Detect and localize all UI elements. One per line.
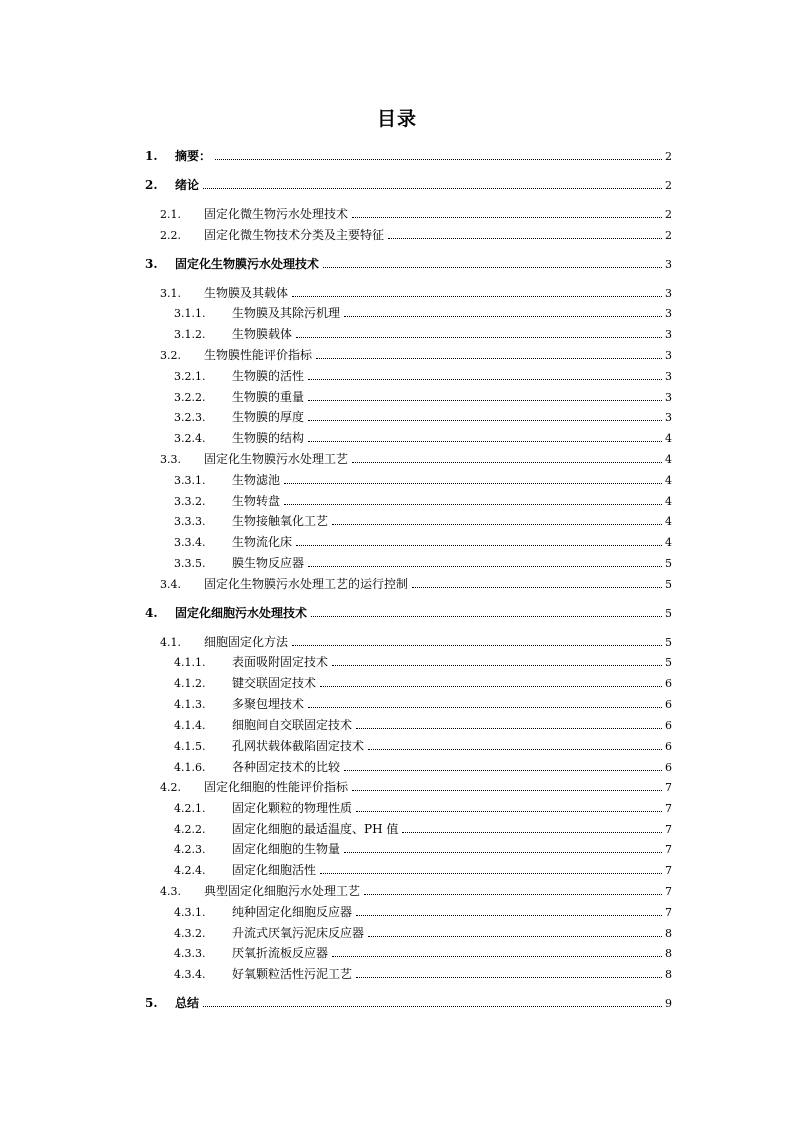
toc-entry-number: 3.3.5.	[174, 557, 206, 570]
toc-entry[interactable]	[174, 905, 672, 920]
dot-leader	[344, 769, 662, 771]
toc-entry-title: 生物膜的活性	[232, 369, 305, 383]
toc-entry-number: 3.2.3.	[174, 411, 206, 424]
toc-entry[interactable]	[174, 926, 672, 941]
toc-entry-title: 固定化细胞污水处理技术	[175, 606, 308, 620]
toc-entry-page-number: 5	[665, 557, 672, 570]
dot-leader	[332, 523, 662, 525]
toc-entry-title: 升流式厌氧污泥床反应器	[232, 926, 365, 940]
toc-entry[interactable]	[174, 390, 672, 405]
toc-entry-page-number: 7	[665, 823, 672, 836]
toc-entry-number: 4.3.1.	[174, 906, 206, 919]
toc-entry-page-number: 8	[665, 927, 672, 940]
toc-entry-number: 4.1.4.	[174, 719, 206, 732]
toc-entry-title: 生物膜的结构	[232, 431, 305, 445]
toc-entry-page-number: 5	[665, 607, 672, 620]
toc-entry-title: 细胞固定化方法	[204, 635, 289, 649]
dot-leader	[308, 565, 662, 567]
toc-entry[interactable]	[174, 431, 672, 446]
toc-entry-page-number: 4	[665, 515, 672, 528]
toc-entry-title: 键交联固定技术	[232, 676, 317, 690]
toc-entry-number: 2.	[145, 178, 158, 192]
dot-leader	[364, 893, 662, 895]
toc-entry-page-number: 2	[665, 208, 672, 221]
toc-entry-number: 3.2.1.	[174, 370, 206, 383]
dot-leader	[356, 914, 662, 916]
toc-entry-title: 生物转盘	[232, 494, 281, 508]
toc-entry[interactable]	[174, 863, 672, 878]
dot-leader	[203, 1005, 662, 1007]
toc-entry-title: 固定化生物膜污水处理技术	[175, 257, 320, 271]
toc-entry[interactable]	[145, 606, 672, 621]
toc-entry-page-number: 7	[665, 843, 672, 856]
dot-leader	[316, 357, 662, 359]
toc-entry-page-number: 5	[665, 578, 672, 591]
toc-entry-title: 生物膜性能评价指标	[204, 348, 313, 362]
toc-entry-title: 厌氧折流板反应器	[232, 946, 329, 960]
toc-entry-page-number: 7	[665, 864, 672, 877]
dot-leader	[402, 831, 662, 833]
toc-entry-page-number: 3	[665, 287, 672, 300]
toc-entry-number: 3.3.2.	[174, 495, 206, 508]
dot-leader	[388, 237, 662, 239]
toc-entry-page-number: 4	[665, 536, 672, 549]
dot-leader	[203, 187, 662, 189]
toc-entry-title: 生物膜及其载体	[204, 286, 289, 300]
toc-entry-page-number: 4	[665, 432, 672, 445]
dot-leader	[215, 158, 662, 160]
dot-leader	[308, 399, 662, 401]
toc-entry[interactable]	[174, 801, 672, 816]
toc-entry-page-number: 3	[665, 349, 672, 362]
toc-entry-number: 4.3.2.	[174, 927, 206, 940]
toc-entry-number: 5.	[145, 996, 158, 1010]
toc-entry[interactable]	[145, 996, 672, 1011]
toc-entry-page-number: 3	[665, 258, 672, 271]
dot-leader	[332, 955, 662, 957]
toc-entry[interactable]	[174, 718, 672, 733]
toc-entry-number: 4.2.3.	[174, 843, 206, 856]
toc-entry[interactable]	[174, 676, 672, 691]
toc-entry-page-number: 6	[665, 761, 672, 774]
dot-leader	[356, 976, 662, 978]
toc-entry[interactable]	[174, 760, 672, 775]
dot-leader	[308, 706, 662, 708]
toc-entry-number: 4.2.1.	[174, 802, 206, 815]
dot-leader	[352, 789, 662, 791]
toc-entry[interactable]	[145, 178, 672, 193]
toc-entry-page-number: 5	[665, 636, 672, 649]
toc-entry-number: 4.2.2.	[174, 823, 206, 836]
toc-entry-number: 3.3.3.	[174, 515, 206, 528]
toc-entry[interactable]	[174, 306, 672, 321]
toc-entry[interactable]	[174, 514, 672, 529]
toc-entry-page-number: 2	[665, 179, 672, 192]
toc-entry[interactable]	[174, 967, 672, 982]
toc-entry-title: 固定化细胞的最适温度、PH 值	[232, 822, 399, 836]
toc-entry-number: 4.	[145, 606, 158, 620]
toc-entry-page-number: 6	[665, 677, 672, 690]
toc-entry-page-number: 7	[665, 802, 672, 815]
dot-leader	[320, 685, 662, 687]
toc-entry[interactable]	[174, 842, 672, 857]
toc-entry[interactable]	[160, 286, 672, 301]
toc-entry-title: 生物膜的厚度	[232, 410, 305, 424]
toc-entry-page-number: 4	[665, 495, 672, 508]
dot-leader	[368, 748, 662, 750]
toc-entry-number: 3.2.2.	[174, 391, 206, 404]
dot-leader	[356, 810, 662, 812]
toc-entry-title: 生物膜及其除污机理	[232, 306, 341, 320]
toc-entry-title: 细胞间自交联固定技术	[232, 718, 353, 732]
toc-entry-page-number: 7	[665, 885, 672, 898]
toc-entry-title: 纯种固定化细胞反应器	[232, 905, 353, 919]
toc-entry[interactable]	[145, 149, 672, 164]
toc-entry-number: 4.3.	[160, 885, 181, 898]
toc-entry-title: 生物膜的重量	[232, 390, 305, 404]
toc-entry-title: 生物滤池	[232, 473, 281, 487]
toc-entry[interactable]	[160, 780, 672, 795]
toc-entry-title: 孔网状载体截陷固定技术	[232, 739, 365, 753]
dot-leader	[311, 615, 662, 617]
toc-entry[interactable]	[174, 697, 672, 712]
toc-entry[interactable]	[174, 494, 672, 509]
toc-entry-title: 固定化颗粒的物理性质	[232, 801, 353, 815]
toc-entry-number: 1.	[145, 149, 158, 163]
toc-entry[interactable]	[160, 884, 672, 899]
toc-entry-title: 固定化微生物污水处理技术	[204, 207, 349, 221]
toc-entry-number: 3.2.4.	[174, 432, 206, 445]
toc-entry-page-number: 8	[665, 947, 672, 960]
toc-entry-page-number: 3	[665, 391, 672, 404]
toc-entry-page-number: 8	[665, 968, 672, 981]
toc-entry-title: 典型固定化细胞污水处理工艺	[204, 884, 361, 898]
dot-leader	[344, 315, 662, 317]
dot-leader	[352, 461, 662, 463]
toc-entry-page-number: 2	[665, 229, 672, 242]
toc-entry-title: 好氧颗粒活性污泥工艺	[232, 967, 353, 981]
toc-entry-number: 4.2.	[160, 781, 181, 794]
dot-leader	[356, 727, 662, 729]
dot-leader	[368, 935, 662, 937]
toc-entry[interactable]	[174, 473, 672, 488]
toc-entry-title: 生物流化床	[232, 535, 293, 549]
toc-entry-title: 固定化细胞的性能评价指标	[204, 780, 349, 794]
toc-entry-number: 4.3.4.	[174, 968, 206, 981]
toc-entry-page-number: 3	[665, 328, 672, 341]
toc-entry-number: 3.1.1.	[174, 307, 206, 320]
toc-entry-number: 4.1.3.	[174, 698, 206, 711]
toc-entry[interactable]	[160, 452, 672, 467]
toc-entry-number: 4.1.1.	[174, 656, 206, 669]
dot-leader	[284, 503, 662, 505]
toc-entry[interactable]	[174, 655, 672, 670]
toc-entry[interactable]	[174, 327, 672, 342]
toc-entry-number: 3.	[145, 257, 158, 271]
toc-entry-page-number: 3	[665, 370, 672, 383]
toc-entry-number: 4.1.	[160, 636, 181, 649]
toc-entry-page-number: 9	[665, 997, 672, 1010]
toc-entry-number: 3.1.2.	[174, 328, 206, 341]
dot-leader	[292, 644, 662, 646]
toc-entry-number: 4.2.4.	[174, 864, 206, 877]
toc-entry-number: 2.1.	[160, 208, 181, 221]
toc-entry[interactable]	[174, 739, 672, 754]
toc-entry-number: 3.3.	[160, 453, 181, 466]
toc-entry-page-number: 5	[665, 656, 672, 669]
toc-entry-title: 总结	[175, 996, 200, 1010]
dot-leader	[412, 586, 662, 588]
toc-entry-page-number: 4	[665, 474, 672, 487]
toc-entry-title: 固定化细胞活性	[232, 863, 317, 877]
toc-entry-page-number: 6	[665, 719, 672, 732]
toc-entry-page-number: 6	[665, 740, 672, 753]
toc-entry-number: 4.1.2.	[174, 677, 206, 690]
toc-entry[interactable]	[174, 410, 672, 425]
toc-entry-title: 生物膜载体	[232, 327, 293, 341]
toc-entry-title: 膜生物反应器	[232, 556, 305, 570]
dot-leader	[308, 440, 662, 442]
dot-leader	[284, 482, 662, 484]
toc-entry-page-number: 3	[665, 411, 672, 424]
dot-leader	[308, 419, 662, 421]
toc-entry-page-number: 6	[665, 698, 672, 711]
dot-leader	[296, 544, 662, 546]
toc-entry-number: 3.4.	[160, 578, 181, 591]
toc-entry-title: 各种固定技术的比较	[232, 760, 341, 774]
toc-entry-number: 3.1.	[160, 287, 181, 300]
toc-entry[interactable]	[174, 369, 672, 384]
toc-entry[interactable]	[174, 556, 672, 571]
toc-entry[interactable]	[160, 348, 672, 363]
toc-entry-number: 4.3.3.	[174, 947, 206, 960]
toc-entry-page-number: 7	[665, 906, 672, 919]
dot-leader	[352, 216, 662, 218]
toc-entry-number: 3.3.1.	[174, 474, 206, 487]
toc-entry[interactable]	[174, 946, 672, 961]
toc-entry-title: 固定化生物膜污水处理工艺的运行控制	[204, 577, 409, 591]
toc-entry-page-number: 4	[665, 453, 672, 466]
toc-entry-title: 摘要：	[175, 149, 212, 163]
toc-entry[interactable]	[160, 635, 672, 650]
dot-leader	[308, 378, 662, 380]
toc-entry[interactable]	[174, 535, 672, 550]
dot-leader	[323, 266, 662, 268]
toc-entry-page-number: 3	[665, 307, 672, 320]
toc-entry-title: 固定化细胞的生物量	[232, 842, 341, 856]
toc-entry[interactable]	[145, 257, 672, 272]
toc-entry-title: 固定化微生物技术分类及主要特征	[204, 228, 385, 242]
toc-entry-number: 4.1.5.	[174, 740, 206, 753]
toc-entry-title: 多聚包埋技术	[232, 697, 305, 711]
dot-leader	[296, 336, 662, 338]
toc-entry-number: 2.2.	[160, 229, 181, 242]
toc-entry[interactable]	[160, 577, 672, 592]
toc-entry[interactable]	[160, 228, 672, 243]
toc-entry[interactable]	[160, 207, 672, 222]
dot-leader	[320, 872, 662, 874]
toc-title: 目录	[376, 108, 417, 130]
toc-entry-title: 绪论	[175, 178, 200, 192]
toc-entry-page-number: 7	[665, 781, 672, 794]
toc-entry-page-number: 2	[665, 150, 672, 163]
toc-entry-title: 生物接触氧化工艺	[232, 514, 329, 528]
toc-entry-number: 4.1.6.	[174, 761, 206, 774]
toc-entry[interactable]	[174, 822, 672, 837]
toc-entry-title: 固定化生物膜污水处理工艺	[204, 452, 349, 466]
toc-entry-number: 3.2.	[160, 349, 181, 362]
toc-entry-title: 表面吸附固定技术	[232, 655, 329, 669]
dot-leader	[344, 851, 662, 853]
toc-entry-number: 3.3.4.	[174, 536, 206, 549]
dot-leader	[332, 664, 662, 666]
dot-leader	[292, 295, 662, 297]
